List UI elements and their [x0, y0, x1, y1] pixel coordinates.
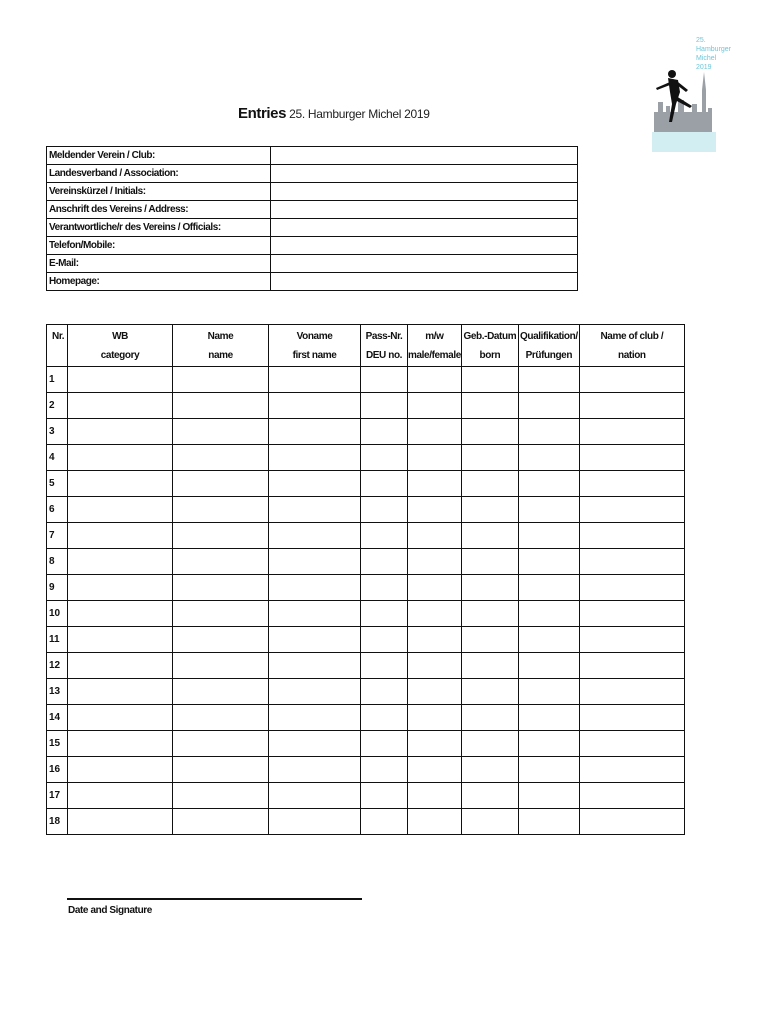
entry-cell[interactable] — [173, 731, 269, 757]
entry-cell[interactable] — [408, 471, 462, 497]
entry-cell[interactable] — [173, 549, 269, 575]
logo-text — [696, 36, 731, 72]
entry-cell[interactable] — [461, 601, 518, 627]
club-field-label: Anschrift des Vereins / Address: — [47, 201, 271, 219]
entry-cell[interactable] — [269, 393, 361, 419]
entry-cell[interactable] — [461, 523, 518, 549]
entry-row — [47, 783, 685, 809]
column-header — [269, 325, 361, 367]
column-header-label: Voname — [296, 330, 333, 342]
column-header-label: Nr. — [52, 331, 65, 342]
entry-cell[interactable] — [408, 575, 462, 601]
entry-cell[interactable] — [361, 757, 408, 783]
entry-cell[interactable] — [579, 393, 684, 419]
column-header — [173, 325, 269, 367]
club-field-label: Meldender Verein / Club: — [47, 147, 271, 165]
entry-cell[interactable] — [461, 679, 518, 705]
entry-row-number: 14 — [47, 705, 68, 731]
column-header — [68, 325, 173, 367]
entry-cell[interactable] — [461, 549, 518, 575]
title-event: 25. Hamburger Michel 2019 — [286, 107, 430, 121]
club-field-row — [47, 273, 578, 291]
column-header-sublabel: nation — [618, 349, 646, 361]
entry-row — [47, 601, 685, 627]
entry-row-number: 7 — [47, 523, 68, 549]
entry-cell[interactable] — [68, 471, 173, 497]
entry-cell[interactable] — [68, 731, 173, 757]
entry-cell[interactable] — [361, 471, 408, 497]
entry-row — [47, 627, 685, 653]
entry-cell[interactable] — [408, 549, 462, 575]
entry-cell[interactable] — [518, 575, 579, 601]
entry-row — [47, 757, 685, 783]
entry-cell[interactable] — [461, 809, 518, 835]
entry-cell[interactable] — [173, 471, 269, 497]
column-header — [461, 325, 518, 367]
entry-cell[interactable] — [361, 653, 408, 679]
entry-cell[interactable] — [579, 523, 684, 549]
entry-cell[interactable] — [408, 419, 462, 445]
entry-cell[interactable] — [408, 757, 462, 783]
entry-cell[interactable] — [68, 809, 173, 835]
club-field-row — [47, 237, 578, 255]
entry-cell[interactable] — [269, 627, 361, 653]
entry-cell[interactable] — [461, 653, 518, 679]
club-field-input[interactable] — [271, 273, 578, 291]
entry-cell[interactable] — [408, 679, 462, 705]
entry-cell[interactable] — [68, 367, 173, 393]
entry-cell[interactable] — [173, 393, 269, 419]
signature-line[interactable] — [67, 898, 362, 900]
club-field-label: E-Mail: — [47, 255, 271, 273]
entry-cell[interactable] — [461, 497, 518, 523]
entry-cell[interactable] — [269, 523, 361, 549]
entry-cell[interactable] — [68, 497, 173, 523]
entry-cell[interactable] — [579, 575, 684, 601]
entry-row — [47, 679, 685, 705]
entry-row-number: 13 — [47, 679, 68, 705]
entry-cell[interactable] — [518, 627, 579, 653]
entry-cell[interactable] — [408, 497, 462, 523]
entry-cell[interactable] — [173, 809, 269, 835]
column-header-sublabel: DEU no. — [365, 349, 403, 361]
entry-cell[interactable] — [361, 523, 408, 549]
entry-cell[interactable] — [68, 783, 173, 809]
entry-cell[interactable] — [518, 705, 579, 731]
entry-cell[interactable] — [361, 575, 408, 601]
entry-row-number: 9 — [47, 575, 68, 601]
entry-cell[interactable] — [579, 731, 684, 757]
column-header-sublabel: name — [208, 349, 233, 361]
entry-cell[interactable] — [461, 757, 518, 783]
entry-cell[interactable] — [269, 367, 361, 393]
entry-cell[interactable] — [408, 783, 462, 809]
entry-cell[interactable] — [461, 471, 518, 497]
entry-row-number: 10 — [47, 601, 68, 627]
column-header-label: Name of club / — [600, 330, 664, 342]
club-field-label: Homepage: — [47, 273, 271, 291]
club-info-table — [46, 146, 578, 291]
entry-cell[interactable] — [408, 731, 462, 757]
column-header-sublabel: category — [100, 349, 140, 361]
entries-table — [46, 324, 685, 835]
logo-line: 2019 — [696, 64, 712, 71]
title-strong: Entries — [238, 105, 287, 122]
column-header-sublabel: born — [479, 349, 501, 361]
entry-cell[interactable] — [408, 523, 462, 549]
entry-cell[interactable] — [461, 627, 518, 653]
entry-cell[interactable] — [408, 445, 462, 471]
column-header-sublabel: first name — [292, 349, 337, 361]
entry-cell[interactable] — [269, 575, 361, 601]
entry-cell[interactable] — [518, 679, 579, 705]
entry-cell[interactable] — [518, 471, 579, 497]
entry-cell[interactable] — [269, 731, 361, 757]
entry-cell[interactable] — [579, 549, 684, 575]
entry-cell[interactable] — [518, 653, 579, 679]
entry-cell[interactable] — [269, 419, 361, 445]
entry-cell[interactable] — [579, 497, 684, 523]
entry-row — [47, 523, 685, 549]
column-header — [408, 325, 462, 367]
entry-cell[interactable] — [173, 627, 269, 653]
entry-cell[interactable] — [579, 601, 684, 627]
entry-cell[interactable] — [68, 445, 173, 471]
entry-cell[interactable] — [579, 783, 684, 809]
entry-row — [47, 731, 685, 757]
entry-row — [47, 393, 685, 419]
entry-cell[interactable] — [173, 653, 269, 679]
entry-cell[interactable] — [518, 809, 579, 835]
column-header-sublabel: Prüfungen — [525, 349, 573, 361]
entry-row-number: 17 — [47, 783, 68, 809]
entry-cell[interactable] — [518, 419, 579, 445]
entry-cell[interactable] — [408, 367, 462, 393]
entry-cell[interactable] — [173, 601, 269, 627]
entry-cell[interactable] — [173, 679, 269, 705]
logo-line: Michel — [696, 55, 717, 62]
entry-cell[interactable] — [518, 731, 579, 757]
entry-cell[interactable] — [173, 705, 269, 731]
entry-cell[interactable] — [461, 575, 518, 601]
entry-cell[interactable] — [461, 731, 518, 757]
entry-cell[interactable] — [579, 445, 684, 471]
entry-cell[interactable] — [461, 367, 518, 393]
club-field-input[interactable] — [271, 219, 578, 237]
club-field-row — [47, 147, 578, 165]
entry-cell[interactable] — [361, 601, 408, 627]
column-header-label: Qualifikation/ — [519, 330, 578, 342]
entry-cell[interactable] — [173, 757, 269, 783]
entry-cell[interactable] — [269, 757, 361, 783]
entry-cell[interactable] — [269, 445, 361, 471]
entry-cell[interactable] — [579, 809, 684, 835]
entry-cell[interactable] — [518, 393, 579, 419]
entry-cell[interactable] — [461, 393, 518, 419]
entry-cell[interactable] — [579, 653, 684, 679]
entry-cell[interactable] — [361, 783, 408, 809]
entry-cell[interactable] — [68, 575, 173, 601]
entry-row — [47, 575, 685, 601]
entry-cell[interactable] — [173, 497, 269, 523]
column-header — [47, 325, 68, 367]
club-field-input[interactable] — [271, 147, 578, 165]
entry-cell[interactable] — [269, 497, 361, 523]
entry-cell[interactable] — [579, 471, 684, 497]
entry-row-number: 3 — [47, 419, 68, 445]
club-field-label: Landesverband / Association: — [47, 165, 271, 183]
entry-row — [47, 653, 685, 679]
entry-row-number: 4 — [47, 445, 68, 471]
club-field-label: Vereinskürzel / Initials: — [47, 183, 271, 201]
entry-cell[interactable] — [461, 419, 518, 445]
entry-row-number: 18 — [47, 809, 68, 835]
club-field-row — [47, 219, 578, 237]
entry-cell[interactable] — [361, 809, 408, 835]
entry-row-number: 2 — [47, 393, 68, 419]
column-header-sublabel: male/female — [408, 349, 461, 361]
entry-cell[interactable] — [518, 445, 579, 471]
entry-cell[interactable] — [269, 809, 361, 835]
entry-row-number: 1 — [47, 367, 68, 393]
entry-row — [47, 705, 685, 731]
entry-cell[interactable] — [408, 809, 462, 835]
entry-cell[interactable] — [518, 601, 579, 627]
entry-cell[interactable] — [269, 653, 361, 679]
club-field-input[interactable] — [271, 201, 578, 219]
entry-cell[interactable] — [518, 497, 579, 523]
entry-cell[interactable] — [173, 367, 269, 393]
entry-cell[interactable] — [361, 627, 408, 653]
entry-cell[interactable] — [68, 393, 173, 419]
entry-cell[interactable] — [173, 523, 269, 549]
column-header — [518, 325, 579, 367]
entry-cell[interactable] — [361, 679, 408, 705]
entry-cell[interactable] — [408, 627, 462, 653]
entry-cell[interactable] — [173, 783, 269, 809]
logo-line: Hamburger — [696, 46, 732, 53]
entry-cell[interactable] — [269, 679, 361, 705]
entry-cell[interactable] — [518, 523, 579, 549]
entry-cell[interactable] — [518, 783, 579, 809]
entry-cell[interactable] — [68, 627, 173, 653]
entry-cell[interactable] — [408, 653, 462, 679]
entry-cell[interactable] — [579, 757, 684, 783]
entry-row — [47, 497, 685, 523]
entry-row-number: 15 — [47, 731, 68, 757]
entry-cell[interactable] — [68, 705, 173, 731]
entry-cell[interactable] — [173, 419, 269, 445]
column-header-label: Geb.-Datum — [463, 330, 517, 342]
entry-row-number: 8 — [47, 549, 68, 575]
entry-row — [47, 809, 685, 835]
club-field-row — [47, 201, 578, 219]
entry-cell[interactable] — [579, 705, 684, 731]
entry-cell[interactable] — [579, 627, 684, 653]
entry-cell[interactable] — [461, 445, 518, 471]
entry-cell[interactable] — [269, 705, 361, 731]
column-header-label: WB — [112, 330, 128, 342]
entry-cell[interactable] — [361, 393, 408, 419]
entry-cell[interactable] — [68, 549, 173, 575]
club-field-row — [47, 255, 578, 273]
signature-label: Date and Signature — [68, 905, 152, 916]
entry-cell[interactable] — [579, 367, 684, 393]
document-title — [238, 105, 430, 122]
entry-cell[interactable] — [269, 549, 361, 575]
entry-cell[interactable] — [173, 575, 269, 601]
entry-cell[interactable] — [361, 731, 408, 757]
column-header — [579, 325, 684, 367]
club-field-input[interactable] — [271, 237, 578, 255]
entry-cell[interactable] — [361, 497, 408, 523]
entry-cell[interactable] — [173, 445, 269, 471]
entry-cell[interactable] — [361, 445, 408, 471]
entry-cell[interactable] — [269, 471, 361, 497]
logo-line: 25. — [696, 37, 706, 44]
column-header-label: Pass-Nr. — [365, 330, 403, 342]
entry-row-number: 12 — [47, 653, 68, 679]
entry-cell[interactable] — [68, 523, 173, 549]
event-logo — [648, 30, 732, 155]
club-field-input[interactable] — [271, 183, 578, 201]
entry-row-number: 5 — [47, 471, 68, 497]
entry-cell[interactable] — [68, 653, 173, 679]
entry-cell[interactable] — [361, 705, 408, 731]
entry-cell[interactable] — [361, 419, 408, 445]
entry-cell[interactable] — [361, 367, 408, 393]
club-field-input[interactable] — [271, 165, 578, 183]
club-field-row — [47, 165, 578, 183]
entry-row — [47, 445, 685, 471]
entry-row — [47, 471, 685, 497]
column-header-label: m/w — [425, 330, 444, 342]
entry-cell[interactable] — [68, 601, 173, 627]
entry-cell[interactable] — [269, 783, 361, 809]
column-header-label: Name — [207, 330, 234, 342]
entry-cell[interactable] — [68, 757, 173, 783]
entry-cell[interactable] — [518, 367, 579, 393]
entry-cell[interactable] — [408, 705, 462, 731]
column-header — [361, 325, 408, 367]
entry-row — [47, 549, 685, 575]
entry-row-number: 16 — [47, 757, 68, 783]
entry-cell[interactable] — [579, 419, 684, 445]
club-field-row — [47, 183, 578, 201]
entry-cell[interactable] — [269, 601, 361, 627]
entry-cell[interactable] — [518, 549, 579, 575]
entry-cell[interactable] — [461, 705, 518, 731]
entry-cell[interactable] — [68, 419, 173, 445]
club-field-label: Verantwortliche/r des Vereins / Officials: — [47, 219, 271, 237]
entry-cell[interactable] — [461, 783, 518, 809]
entry-row-number: 6 — [47, 497, 68, 523]
entry-row-number: 11 — [47, 627, 68, 653]
entry-row — [47, 419, 685, 445]
entry-cell[interactable] — [579, 679, 684, 705]
entry-row — [47, 367, 685, 393]
entry-cell[interactable] — [361, 549, 408, 575]
club-field-input[interactable] — [271, 255, 578, 273]
entry-cell[interactable] — [518, 757, 579, 783]
entry-cell[interactable] — [408, 393, 462, 419]
entry-cell[interactable] — [68, 679, 173, 705]
entry-cell[interactable] — [408, 601, 462, 627]
club-field-label: Telefon/Mobile: — [47, 237, 271, 255]
